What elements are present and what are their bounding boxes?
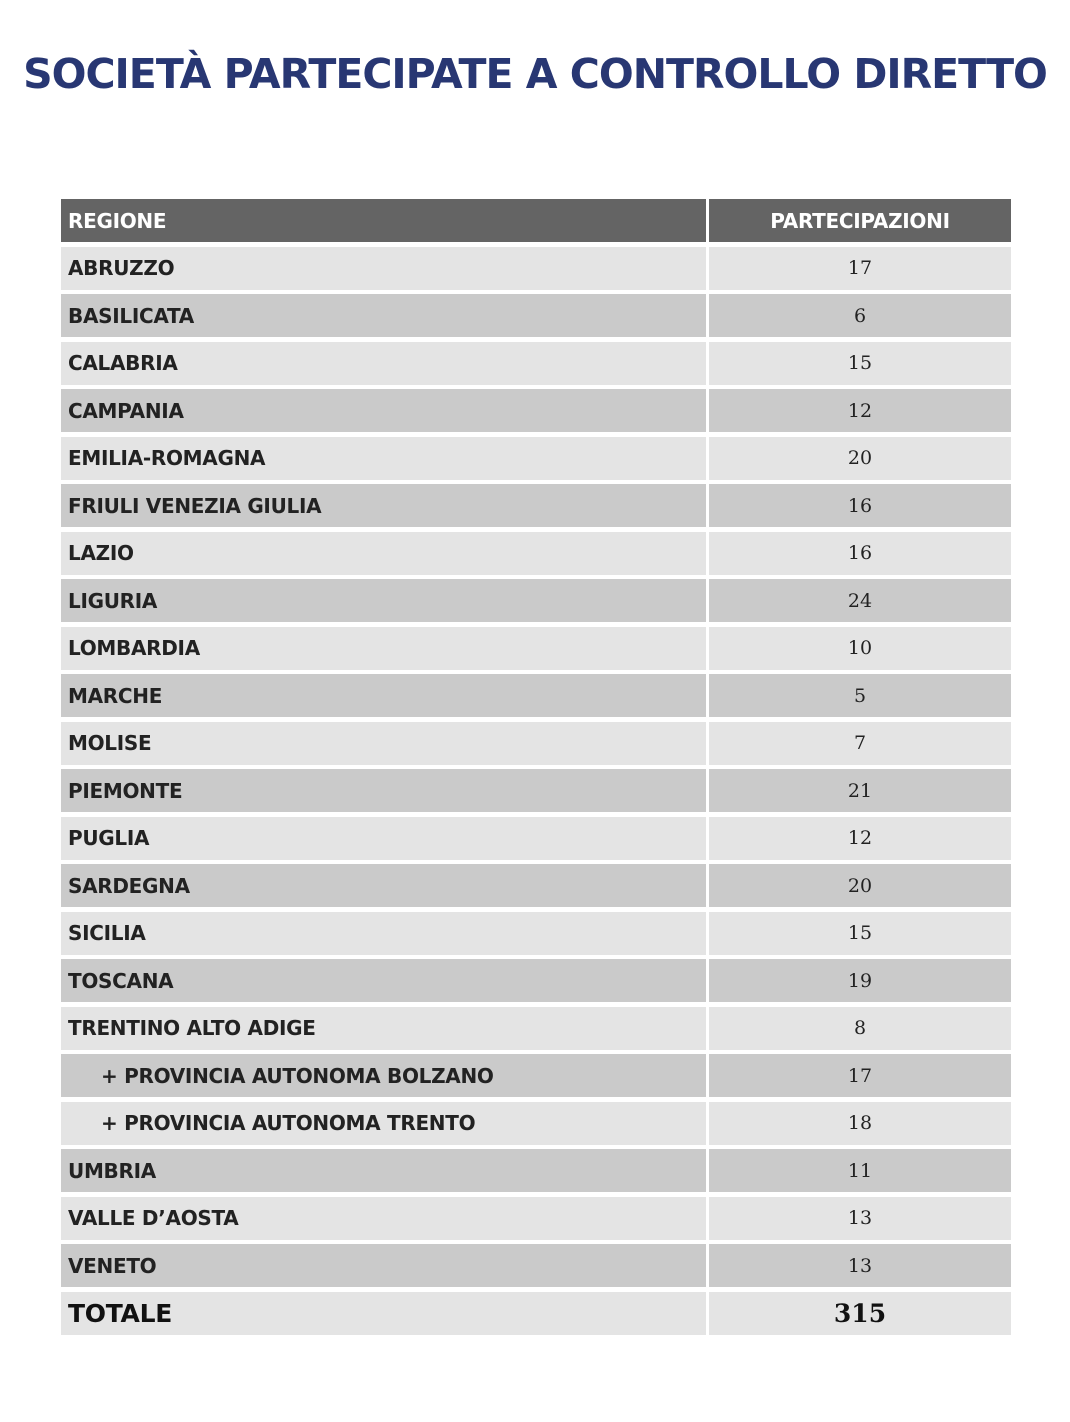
region-name: CALABRIA [61, 342, 706, 385]
page-title: SOCIETÀ PARTECIPATE A CONTROLLO DIRETTO [23, 50, 1047, 98]
participations-count: 7 [709, 722, 1011, 765]
participations-count: 13 [709, 1244, 1011, 1287]
participations-count: 11 [709, 1149, 1011, 1192]
table-row [61, 912, 1011, 955]
region-name: SICILIA [61, 912, 706, 955]
participations-count: 18 [709, 1102, 1011, 1145]
participations-count: 16 [709, 484, 1011, 527]
participations-count: 10 [709, 627, 1011, 670]
region-name: ABRUZZO [61, 247, 706, 290]
table-row [61, 247, 1011, 290]
header-participations: PARTECIPAZIONI [709, 199, 1011, 242]
table-row [61, 722, 1011, 765]
table-row [61, 674, 1011, 717]
table-row [61, 437, 1011, 480]
table-row [61, 294, 1011, 337]
participations-count: 16 [709, 532, 1011, 575]
region-name: VALLE D’AOSTA [61, 1197, 706, 1240]
region-name: PIEMONTE [61, 769, 706, 812]
total-label: TOTALE [61, 1292, 706, 1335]
participations-count: 20 [709, 437, 1011, 480]
table-row [61, 579, 1011, 622]
region-name: MOLISE [61, 722, 706, 765]
participations-table [61, 199, 1011, 1339]
region-name: CAMPANIA [61, 389, 706, 432]
region-name: SARDEGNA [61, 864, 706, 907]
table-row [61, 484, 1011, 527]
participations-count: 17 [709, 1054, 1011, 1097]
table-row [61, 1197, 1011, 1240]
table-row [61, 342, 1011, 385]
region-name: LIGURIA [61, 579, 706, 622]
participations-count: 24 [709, 579, 1011, 622]
region-name: UMBRIA [61, 1149, 706, 1192]
table-header-row [61, 199, 1011, 242]
participations-count: 8 [709, 1007, 1011, 1050]
region-name: TOSCANA [61, 959, 706, 1002]
table-row [61, 1244, 1011, 1287]
table-row [61, 959, 1011, 1002]
participations-count: 6 [709, 294, 1011, 337]
participations-count: 15 [709, 912, 1011, 955]
table-row [61, 532, 1011, 575]
participations-count: 12 [709, 817, 1011, 860]
region-name: + PROVINCIA AUTONOMA BOLZANO [61, 1054, 706, 1097]
participations-count: 12 [709, 389, 1011, 432]
table-body [61, 247, 1011, 1288]
table-row [61, 1054, 1011, 1097]
table-row [61, 1149, 1011, 1192]
region-name: TRENTINO ALTO ADIGE [61, 1007, 706, 1050]
table-row [61, 769, 1011, 812]
header-region: REGIONE [61, 199, 706, 242]
table-row [61, 1102, 1011, 1145]
table-row [61, 627, 1011, 670]
participations-count: 5 [709, 674, 1011, 717]
table-row [61, 864, 1011, 907]
participations-count: 15 [709, 342, 1011, 385]
region-name: LOMBARDIA [61, 627, 706, 670]
region-name: PUGLIA [61, 817, 706, 860]
participations-count: 21 [709, 769, 1011, 812]
participations-count: 13 [709, 1197, 1011, 1240]
table-row [61, 389, 1011, 432]
participations-count: 17 [709, 247, 1011, 290]
table-row [61, 817, 1011, 860]
participations-count: 19 [709, 959, 1011, 1002]
region-name: MARCHE [61, 674, 706, 717]
region-name: BASILICATA [61, 294, 706, 337]
total-value: 315 [709, 1292, 1011, 1335]
region-name: VENETO [61, 1244, 706, 1287]
region-name: + PROVINCIA AUTONOMA TRENTO [61, 1102, 706, 1145]
region-name: LAZIO [61, 532, 706, 575]
region-name: EMILIA-ROMAGNA [61, 437, 706, 480]
participations-count: 20 [709, 864, 1011, 907]
region-name: FRIULI VENEZIA GIULIA [61, 484, 706, 527]
table-total-row [61, 1292, 1011, 1335]
table-row [61, 1007, 1011, 1050]
